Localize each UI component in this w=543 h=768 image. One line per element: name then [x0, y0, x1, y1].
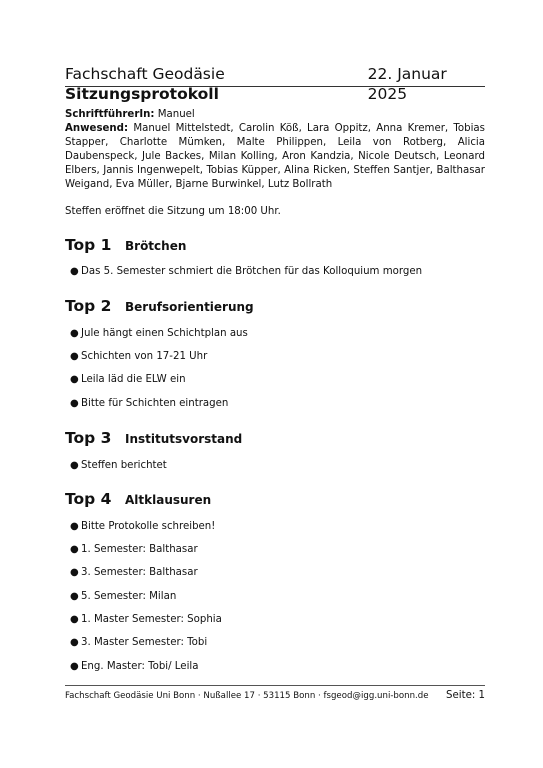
attendees-list: Manuel Mittelstedt, Carolin Köß, Lara Oppitz, Anna Kremer, Tobias Stapper, Charlotte Mümken, Malte Philippen, Leila von Rotberg, Alicia Daubenspeck, Jule Backes, Milan Kolling, Aron Kandzia, Nicole Deutsch, Leonard Elbers, Jannis Ingenwepelt, Tobias Küpper, Alina Ricken, Steffen Santjer, Balthasar Weigand, Eva Müller, Bjarne Burwinkel, Lutz Bollrath [65, 123, 485, 190]
top-heading [65, 429, 485, 447]
header-title [65, 64, 368, 104]
page-footer [65, 690, 485, 702]
bullet-icon: ● [70, 661, 79, 672]
bullet-icon: ● [70, 266, 79, 277]
list-item: ● Jule hängt einen Schichtplan aus [70, 328, 248, 339]
bullet-icon: ● [70, 591, 79, 602]
bullet-icon: ● [70, 544, 79, 555]
bullet-icon: ● [70, 460, 79, 471]
list-item: ● Das 5. Semester schmiert die Brötchen für das Kolloquium morgen [70, 266, 423, 277]
top-heading [65, 236, 485, 254]
bullet-icon: ● [70, 328, 79, 339]
bullet-icon: ● [70, 521, 79, 532]
list-item: ● 3. Semester: Balthasar [70, 567, 198, 578]
bullet-icon: ● [70, 398, 79, 409]
header-rule [65, 86, 485, 87]
list-item: ● Bitte Protokolle schreiben! [70, 521, 216, 532]
top-title: Institutsvorstand [125, 432, 243, 446]
list-item: ● 1. Master Semester: Sophia [70, 614, 222, 625]
attendees-label: Anwesend: [65, 123, 129, 134]
top-title: Berufsorientierung [125, 300, 254, 314]
writer-name: Manuel [157, 109, 195, 120]
top-title: Altklausuren [125, 493, 212, 507]
top-number: Top 4 [65, 490, 112, 508]
list-item: ● Bitte für Schichten eintragen [70, 398, 229, 409]
list-item: ● Schichten von 17-21 Uhr [70, 351, 208, 362]
writer-line [65, 108, 485, 122]
footer-rule [65, 685, 485, 686]
meta-block [65, 108, 485, 192]
bullet-icon: ● [70, 374, 79, 385]
top-section-4 [65, 490, 485, 672]
attendees-line [65, 122, 485, 192]
opening-line: Steffen eröffnet die Sitzung um 18:00 Uhr. [65, 206, 281, 217]
top-section-3 [65, 429, 485, 471]
footer-address: Fachschaft Geodäsie Uni Bonn · Nußallee 17 · 53115 Bonn · fsgeod@igg.uni-bonn.de [65, 691, 429, 701]
top-section-1 [65, 236, 485, 277]
top-number: Top 1 [65, 236, 112, 254]
top-number: Top 2 [65, 297, 112, 315]
header-org: Fachschaft Geodäsie [65, 65, 225, 83]
bullet-icon: ● [70, 351, 79, 362]
page-number: Seite: 1 [446, 690, 485, 701]
top-number: Top 3 [65, 429, 112, 447]
top-heading [65, 490, 485, 508]
list-item: ● 1. Semester: Balthasar [70, 544, 198, 555]
writer-label: SchriftführerIn: [65, 109, 155, 120]
bullet-icon: ● [70, 614, 79, 625]
top-title: Brötchen [125, 239, 187, 253]
list-item: ● Steffen berichtet [70, 460, 167, 471]
top-heading [65, 297, 485, 315]
list-item: ● 3. Master Semester: Tobi [70, 637, 208, 648]
list-item: ● 5. Semester: Milan [70, 591, 177, 602]
bullet-icon: ● [70, 637, 79, 648]
page-header [65, 64, 485, 104]
header-doc-type: Sitzungsprotokoll [65, 85, 219, 103]
top-section-2 [65, 297, 485, 409]
bullet-icon: ● [70, 567, 79, 578]
list-item: ● Leila läd die ELW ein [70, 374, 186, 385]
list-item: ● Eng. Master: Tobi/ Leila [70, 661, 199, 672]
header-date: 22. Januar 2025 [367, 65, 447, 103]
